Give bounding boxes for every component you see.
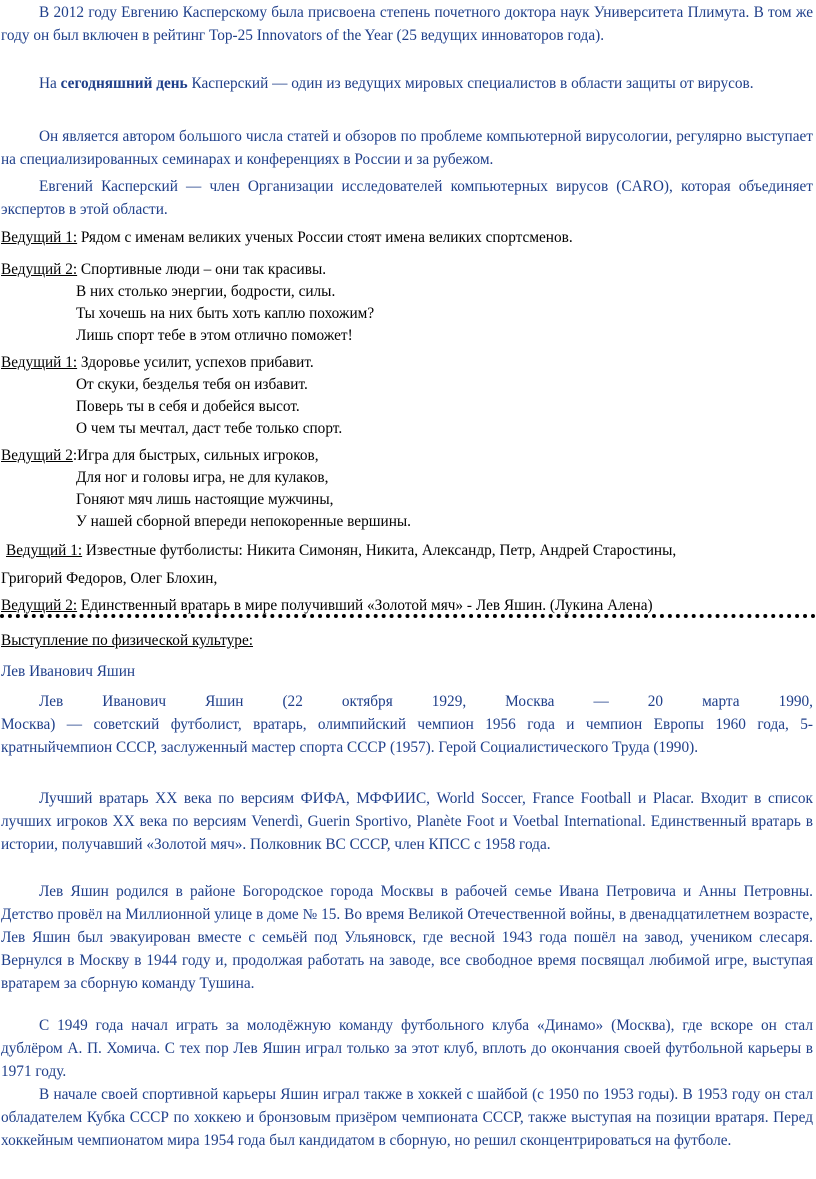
section-subheading: Лев Иванович Яшин (1, 663, 136, 680)
section-paragraph-4: С 1949 года начал играть за молодёжную команду футбольного клуба «Динамо» (Москва), где вскоре он стал дублёром А. П. Хомича. С тех пор Лев Яшин играл только за этот клуб, вплоть до окончания своей футбольной карьеры в 1971 году. (1, 1017, 813, 1080)
dialogue-line-1 (1, 226, 813, 249)
speaker-label: Ведущий 1: (1, 354, 78, 371)
verse-line: О чем ты мечтал, даст тебе только спорт. (76, 420, 343, 437)
verse-line: Для ног и головы игра, не для кулаков, (76, 469, 329, 486)
dialogue-line-5 (6, 539, 816, 562)
section-paragraph-5: В начале своей спортивной карьеры Яшин играл также в хоккей с шайбой (с 1950 по 1953 годы). В 1953 году он стал обладателем Кубка СССР по хоккею и бронзовым призёром чемпионата СССР, также выступая на позиции вратаря. Перед хоккейным чемпионатом мира 1954 года был кандидатом в сборную, но решил сконцентрироваться на футболе. (1, 1086, 813, 1149)
section-paragraph-3: Лев Яшин родился в районе Богородское города Москвы в рабочей семье Ивана Петровича и Анны Петровны. Детство провёл на Миллионной улице в доме № 15. Во время Великой Отечественной войны, в двенадцатилетнем возрасте, Лев Яшин был эвакуирован вместе с семьёй под Ульяновск, где весной 1943 года пошёл на завод, учеником слесаря. Вернулся в Москву в 1944 году и, продолжая работать на заводе, все свободное время посвящал любимой игре, выступая вратарем за сборную команду Тушина. (1, 883, 813, 992)
speaker-text: Рядом с именам великих ученых России стоят имена великих спортсменов. (77, 229, 573, 246)
verse-line: Спортивные люди – они так красивы. (77, 261, 327, 278)
section-paragraph-1: Москва) — советский футболист, вратарь, олимпийский чемпион 1956 года и чемпион Европы 1960 года, 5-кратныйчемпион СССР, заслуженный мастер спорта СССР (1957). Герой Социалистического Труда (1990). (1, 716, 813, 756)
section-heading: Выступление по физической культуре: (1, 632, 253, 649)
verse-line: Ты хочешь на них быть хоть каплю похожим? (76, 305, 375, 322)
speaker-text: Единственный вратарь в мире получивший «Золотой мяч» - Лев Яшин. (Лукина Алена) (77, 597, 653, 614)
dialogue-line-4 (1, 444, 813, 467)
verse-line: У нашей сборной впереди непокоренные вершины. (76, 513, 411, 530)
speaker-label: Ведущий 1: (1, 229, 78, 246)
intro-p2-lead: На (39, 75, 61, 92)
verse-line: :Игра для быстрых, сильных игроков, (72, 447, 319, 464)
speaker-label: Ведущий 2: (1, 597, 78, 614)
intro-p2-bold: сегодняшний день (60, 75, 188, 92)
section-paragraph-2: Лучший вратарь XX века по версиям ФИФА, МФФИИС, World Soccer, France Football и Placar. Входит в список лучших игроков XX века по версиям Venerdì, Guerin Sportivo, Planète Foot и Voetbal International. Единственный вратарь в истории, получавший «Золотой мяч». Полковник ВС СССР, член КПСС с 1958 года. (1, 790, 813, 853)
section-paragraph-1-line-1: Лев Иванович Яшин (22 октября 1929, Москва — 20 марта 1990, (39, 693, 813, 710)
speaker-text: Известные футболисты: Никита Симонян, Никита, Александр, Петр, Андрей Старостины, (82, 542, 677, 559)
speaker-label: Ведущий 1: (6, 542, 83, 559)
intro-paragraph-3: Он является автором большого числа статей и обзоров по проблеме компьютерной вирусологии, регулярно выступает на специализированных семинарах и конференциях в России и за рубежом. (1, 128, 813, 168)
intro-paragraph-2 (1, 72, 813, 95)
intro-paragraph-4: Евгений Касперский — член Организации исследователей компьютерных вирусов (CARO), которая объединяет экспертов в этой области. (1, 178, 813, 218)
dialogue-line-3 (1, 351, 813, 374)
intro-paragraph-1: В 2012 году Евгению Касперскому была присвоена степень почетного доктора наук Университета Плимута. В том же году он был включен в рейтинг Top-25 Innovators of the Year (25 ведущих инноваторов года). (1, 4, 813, 44)
dotted-divider (0, 614, 816, 618)
speaker-label: Ведущий 2: (1, 261, 78, 278)
verse-line: Гоняют мяч лишь настоящие мужчины, (76, 491, 334, 508)
dialogue-line-2 (1, 258, 813, 281)
verse-line: От скуки, безделья тебя он избавит. (76, 376, 308, 393)
speaker-label: Ведущий 2 (1, 447, 73, 464)
intro-p2-rest: Касперский — один из ведущих мировых специалистов в области защиты от вирусов. (187, 75, 754, 92)
verse-line: Поверь ты в себя и добейся высот. (76, 398, 300, 415)
verse-line: Здоровье усилит, успехов прибавит. (77, 354, 314, 371)
verse-line: В них столько энергии, бодрости, силы. (76, 283, 336, 300)
dialogue-line-5-cont: Григорий Федоров, Олег Блохин, (1, 570, 218, 587)
verse-line: Лишь спорт тебе в этом отлично поможет! (76, 327, 353, 344)
